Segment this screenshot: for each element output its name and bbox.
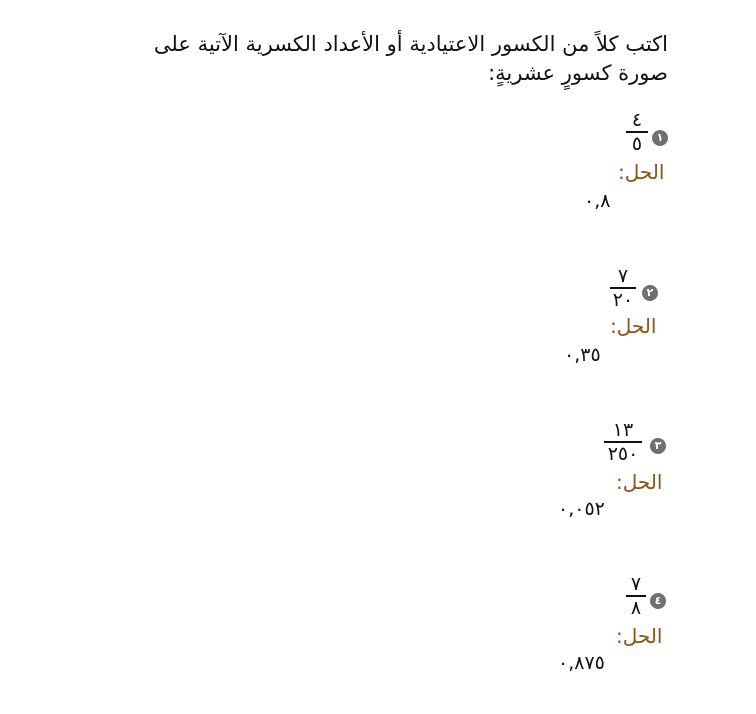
instruction-text: اكتب كلاً من الكسور الاعتيادية أو الأعداد الكسرية الآتية على صورة كسورٍ عشريةٍ: [153,32,668,85]
fraction-numerator: ٧ [630,573,642,595]
problem-3 [552,420,712,560]
fraction-denominator: ٨ [630,596,642,619]
fraction [626,574,646,618]
fraction [604,420,642,464]
fraction-numerator: ٤ [631,109,643,131]
solution-answer: ٠,٨ [584,190,611,212]
fraction-denominator: ٢٠ [612,288,634,311]
problem-number-badge: ٤ [650,593,666,609]
solution-label: الحل: [616,470,663,494]
fraction [626,110,648,154]
solution-label: الحل: [610,314,657,338]
fraction-denominator: ٥ [631,132,643,155]
problem-4 [552,574,712,714]
solution-label: الحل: [616,624,663,648]
solution-answer: ٠,٣٥ [564,344,601,366]
problem-number-badge: ١ [652,130,668,146]
fraction [610,266,636,310]
fraction-denominator: ٢٥٠ [607,442,639,465]
solution-label: الحل: [618,160,665,184]
problem-2 [552,266,712,406]
solution-answer: ٠,٨٧٥ [558,652,605,674]
problem-1 [560,110,720,250]
problem-number-badge: ٣ [650,438,666,454]
problem-number-badge: ٢ [642,285,658,301]
fraction-numerator: ١٣ [612,419,634,441]
fraction-numerator: ٧ [617,265,629,287]
solution-answer: ٠,٠٥٢ [558,498,605,520]
